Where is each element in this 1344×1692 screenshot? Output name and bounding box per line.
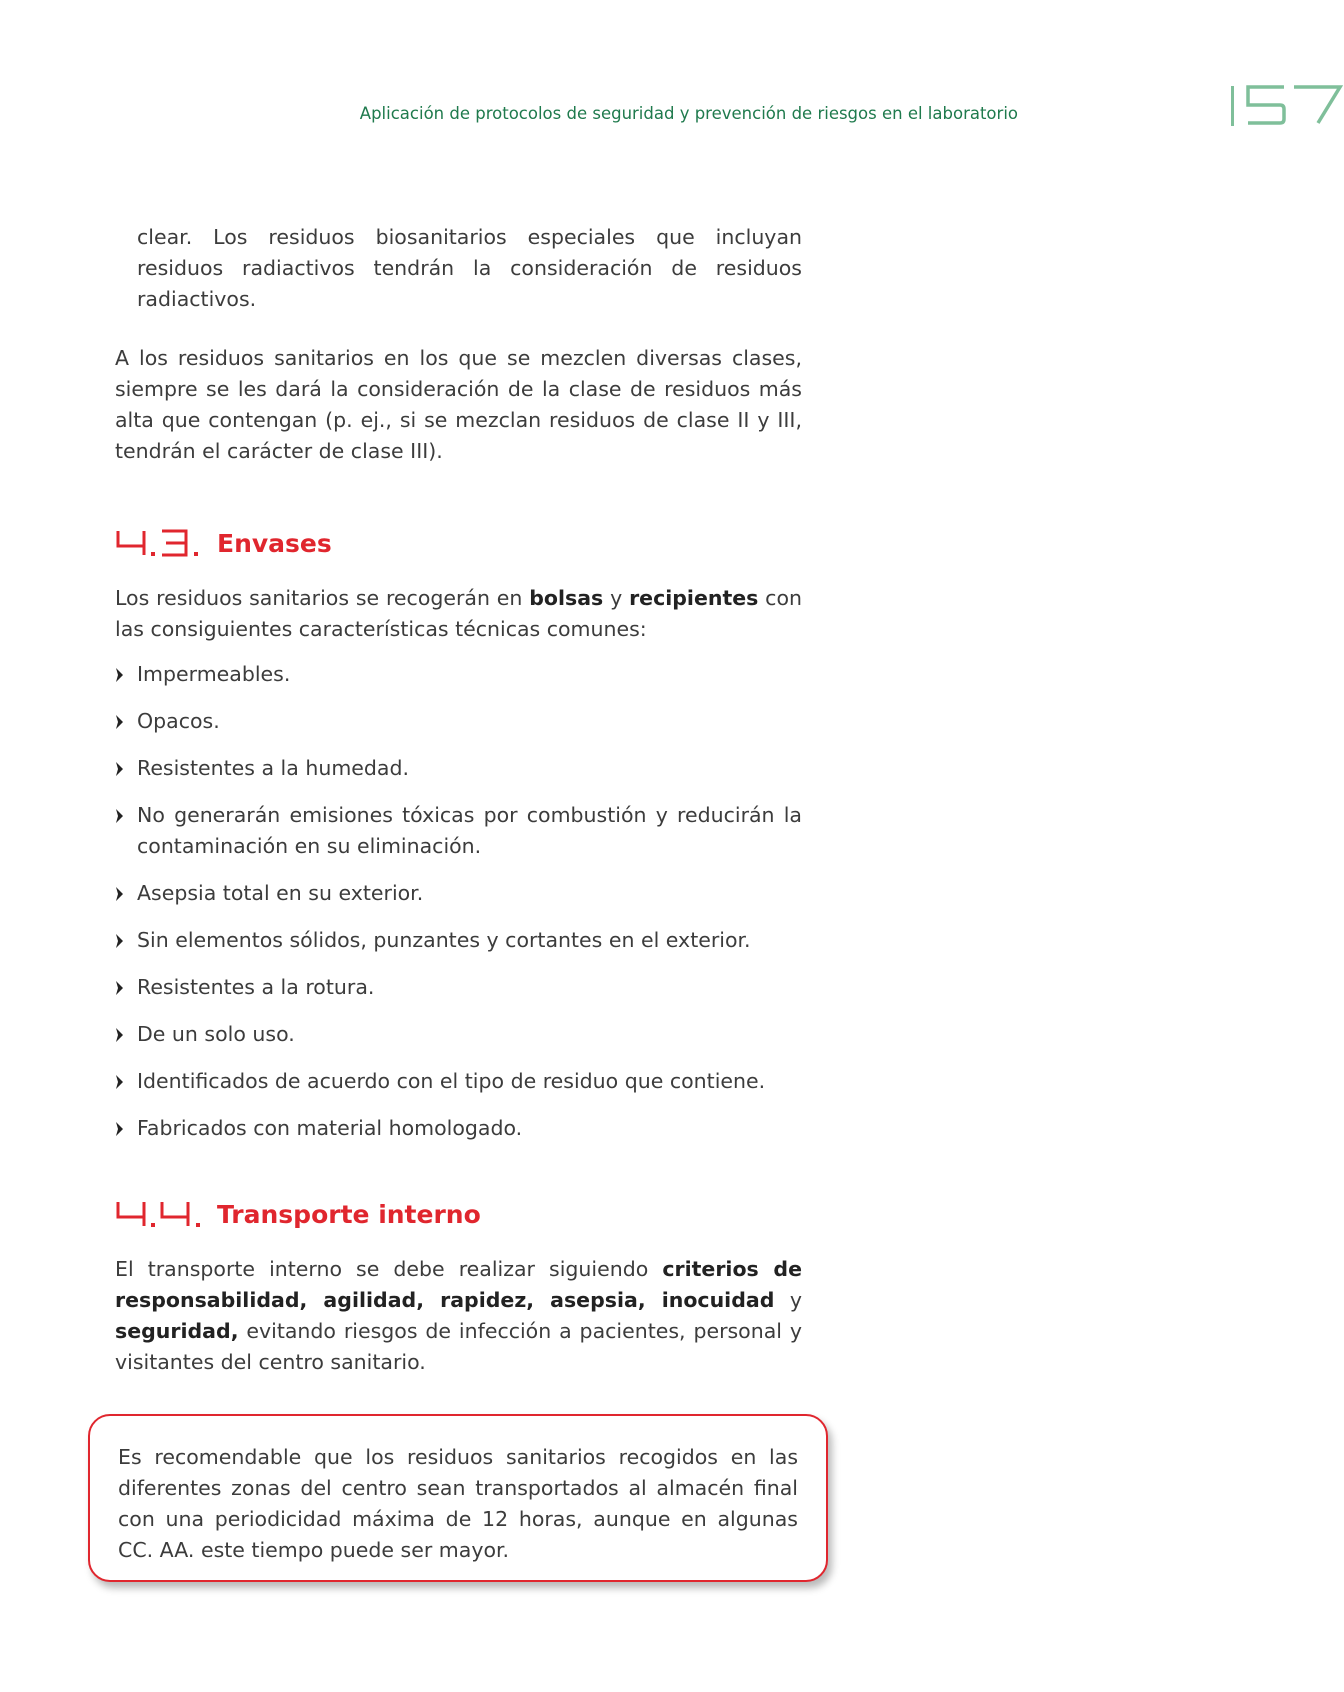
section-title-4-3: Envases (217, 528, 332, 558)
transporte-paragraph: El transporte interno se debe realizar siguiendo criterios de responsabilidad, agilidad, rapidez, asepsia, inocuidad y seguridad, evitando riesgos de infección a pacientes, personal y visitantes del centro sanitario. (115, 1257, 802, 1374)
page-number (1244, 81, 1344, 129)
main-content (115, 222, 802, 1378)
bold-recipientes: recipientes (629, 586, 759, 610)
list-item: Impermeables. (115, 659, 802, 690)
section-title-4-4: Transporte interno (217, 1199, 481, 1229)
bullet-chevron-icon (115, 1074, 124, 1090)
mixed-classes-paragraph: A los residuos sanitarios en los que se mezclen diversas clases, siempre se les dará la consideración de la clase de residuos más alta que contengan (p. ej., si se mezclan residuos de clase II y III, tendrán el carácter de clase III). (115, 346, 802, 463)
bullet-chevron-icon (115, 761, 124, 777)
list-item: De un solo uso. (115, 1019, 802, 1050)
bullet-chevron-icon (115, 714, 124, 730)
section-number-4-4-text: 4.4. (115, 1199, 118, 1200)
section-number-4-3-text: 4.3. (115, 528, 118, 529)
list-item: Asepsia total en su exterior. (115, 878, 802, 909)
bullet-chevron-icon (115, 808, 124, 824)
section-heading-4-4 (115, 1194, 802, 1234)
list-item: Resistentes a la rotura. (115, 972, 802, 1003)
running-title: Aplicación de protocolos de seguridad y prevención de riesgos en el laboratorio (359, 104, 1018, 123)
bullet-chevron-icon (115, 980, 124, 996)
page-number-text: 57 (1244, 81, 1246, 82)
list-item: Opacos. (115, 706, 802, 737)
bullet-chevron-icon (115, 1027, 124, 1043)
bold-bolsas: bolsas (529, 586, 604, 610)
list-item: Identificados de acuerdo con el tipo de residuo que contiene. (115, 1066, 802, 1097)
envases-characteristics-list (115, 659, 802, 1144)
envases-intro: Los residuos sanitarios se recogerán en bolsas y recipientes con las consiguientes características técnicas comunes: (115, 586, 802, 641)
callout-text: Es recomendable que los residuos sanitarios recogidos en las diferentes zonas del centro sean transportados al almacén final con una periodicidad máxima de 12 horas, aunque en algunas CC. AA. este tiempo puede ser mayor. (118, 1445, 798, 1562)
bullet-chevron-icon (115, 667, 124, 683)
bold-seguridad: seguridad, (115, 1319, 239, 1343)
section-heading-4-3 (115, 523, 802, 563)
list-item: Resistentes a la humedad. (115, 753, 802, 784)
list-item: Sin elementos sólidos, punzantes y cortantes en el exterior. (115, 925, 802, 956)
list-item: No generarán emisiones tóxicas por combustión y reducirán la contaminación en su eliminación. (115, 800, 802, 862)
bold-criterios: criterios de responsabilidad, agilidad, rapidez, asepsia, inocuidad (115, 1257, 802, 1312)
section-number-4-4 (115, 1199, 211, 1229)
bullet-chevron-icon (115, 886, 124, 902)
list-item: Fabricados con material homologado. (115, 1113, 802, 1144)
continuation-paragraph: clear. Los residuos biosanitarios especiales que incluyan residuos radiactivos tendrán la consideración de residuos radiactivos. (137, 225, 802, 311)
bullet-chevron-icon (115, 933, 124, 949)
section-number-4-3 (115, 528, 211, 558)
header-divider (1231, 86, 1234, 126)
recommendation-callout (88, 1414, 828, 1582)
running-header (200, 80, 1246, 130)
bullet-chevron-icon (115, 1121, 124, 1137)
